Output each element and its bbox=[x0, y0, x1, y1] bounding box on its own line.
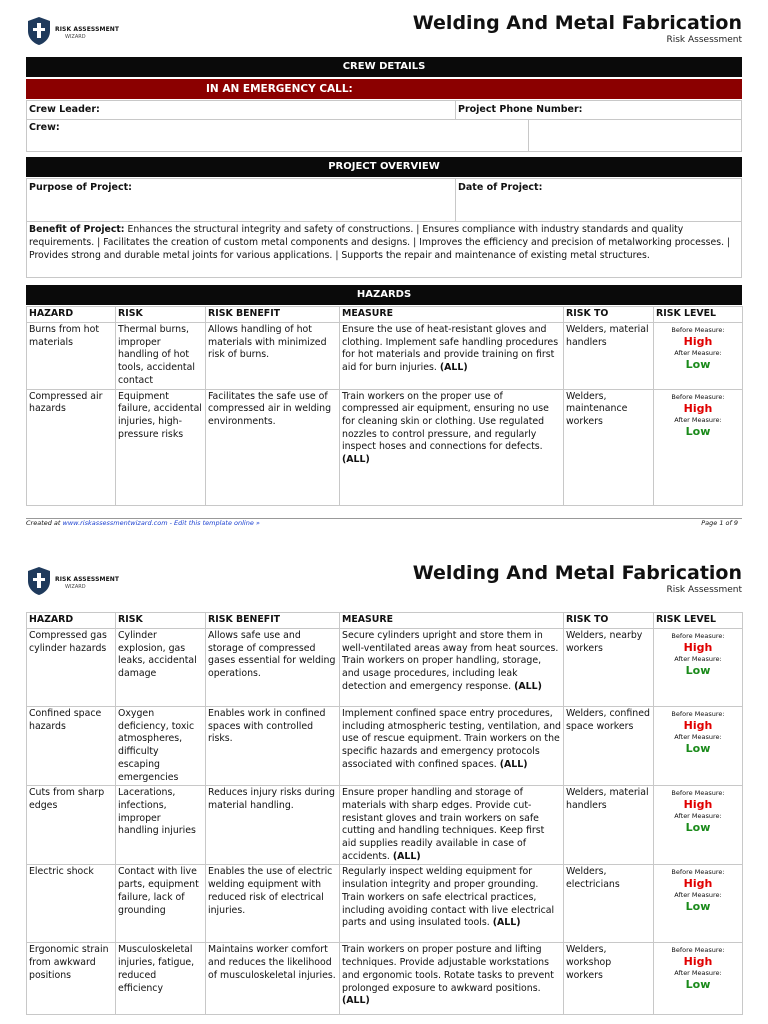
document-subtitle: Risk Assessment bbox=[666, 35, 742, 45]
risk-level-cell bbox=[654, 389, 743, 505]
purpose-label: Purpose of Project: bbox=[29, 182, 132, 193]
hazard-cell: Cuts from sharp edges bbox=[27, 786, 116, 865]
risk-cell: Cylinder explosion, gas leaks, accidental damage bbox=[116, 629, 206, 707]
hazard-cell: Burns from hot materials bbox=[27, 323, 116, 390]
benefit-cell: Enables work in confined spaces with controlled risks. bbox=[206, 707, 340, 786]
after-measure-label: After Measure: bbox=[674, 415, 722, 424]
risk-to-cell: Welders, nearby workers bbox=[564, 629, 654, 707]
col-risk-benefit: RISK BENEFIT bbox=[206, 613, 340, 629]
risk-cell: Equipment failure, accidental injuries, high-pressure risks bbox=[116, 389, 206, 505]
measure-text: Secure cylinders upright and store them in well-ventilated areas away from heat sources. Train workers on proper handling, storage, and usage procedures, including leak detection and emergency response. bbox=[342, 630, 559, 692]
col-risk: RISK bbox=[116, 307, 206, 323]
before-level: High bbox=[683, 335, 713, 348]
after-measure-label: After Measure: bbox=[674, 812, 722, 821]
page-number: Page 1 of 9 bbox=[701, 519, 738, 527]
hazard-cell: Confined space hazards bbox=[27, 707, 116, 786]
project-overview-header: PROJECT OVERVIEW bbox=[26, 157, 742, 177]
benefit-of-project bbox=[29, 224, 739, 262]
col-risk-benefit: RISK BENEFIT bbox=[206, 307, 340, 323]
risk-cell: Musculoskeletal injuries, fatigue, reduced efficiency bbox=[116, 943, 206, 1015]
after-level: Low bbox=[685, 742, 711, 755]
measure-cell bbox=[340, 865, 564, 943]
measure-tag: (ALL) bbox=[514, 680, 542, 692]
measure-cell bbox=[340, 943, 564, 1015]
company-logo bbox=[27, 16, 120, 48]
table-row bbox=[27, 629, 743, 707]
before-measure-label: Before Measure: bbox=[671, 632, 725, 640]
before-measure-label: Before Measure: bbox=[671, 326, 725, 334]
measure-cell bbox=[340, 707, 564, 786]
measure-tag: (ALL) bbox=[342, 454, 370, 466]
benefit-cell: Allows handling of hot materials with minimized risk of burns. bbox=[206, 323, 340, 390]
risk-level-cell bbox=[654, 629, 743, 707]
measure-cell bbox=[340, 323, 564, 390]
shield-logo-icon bbox=[27, 566, 51, 596]
after-level: Low bbox=[685, 424, 711, 438]
table-row bbox=[27, 389, 743, 505]
hazard-cell: Ergonomic strain from awkward positions bbox=[27, 943, 116, 1015]
hazard-cell: Electric shock bbox=[27, 865, 116, 943]
logo-text: RISK ASSESSMENT bbox=[55, 26, 120, 33]
before-level: High bbox=[683, 877, 713, 891]
measure-cell bbox=[340, 629, 564, 707]
risk-cell: Thermal burns, improper handling of hot tools, accidental contact bbox=[116, 323, 206, 390]
measure-text: Ensure proper handling and storage of materials with sharp edges. Provide cut-resistant gloves and train workers on safe cutting and handling techniques. Keep first aid supplies readily available in case of accidents. bbox=[342, 787, 545, 862]
table-row bbox=[27, 943, 743, 1015]
after-level: Low bbox=[685, 358, 711, 371]
project-phone-label: Project Phone Number: bbox=[458, 104, 583, 115]
before-measure-label: Before Measure: bbox=[671, 789, 725, 798]
after-level: Low bbox=[685, 664, 711, 677]
hazards-table-page1 bbox=[26, 306, 743, 506]
measure-tag: (ALL) bbox=[439, 362, 468, 374]
before-level: High bbox=[683, 641, 713, 654]
logo-subtext: WIZARD bbox=[65, 584, 86, 590]
after-level: Low bbox=[685, 821, 711, 835]
after-level: Low bbox=[685, 978, 711, 992]
after-measure-label: After Measure: bbox=[674, 349, 722, 357]
measure-text: Regularly inspect welding equipment for insulation integrity and proper grounding. Train workers on safe electrical practices, including avoiding contact with live electrical parts and using insulated tools. bbox=[342, 866, 555, 929]
before-level: High bbox=[683, 798, 713, 812]
before-measure-label: Before Measure: bbox=[671, 868, 725, 877]
measure-tag: (ALL) bbox=[492, 917, 521, 929]
document-title: Welding And Metal Fabrication bbox=[412, 562, 742, 584]
risk-level-cell bbox=[654, 865, 743, 943]
crew-leader-label: Crew Leader: bbox=[29, 104, 100, 115]
footer-created-text: Created at bbox=[26, 519, 63, 527]
after-measure-label: After Measure: bbox=[674, 891, 722, 900]
logo-text: RISK ASSESSMENT bbox=[55, 576, 120, 583]
hazard-cell: Compressed gas cylinder hazards bbox=[27, 629, 116, 707]
crew-extra-field[interactable] bbox=[528, 119, 742, 152]
document-subtitle: Risk Assessment bbox=[666, 585, 742, 595]
benefit-cell: Maintains worker comfort and reduces the likelihood of musculoskeletal injuries. bbox=[206, 943, 340, 1015]
benefit-label: Benefit of Project: bbox=[29, 224, 125, 235]
document-title: Welding And Metal Fabrication bbox=[412, 12, 742, 34]
table-row bbox=[27, 707, 743, 786]
col-measure: MEASURE bbox=[340, 613, 564, 629]
before-measure-label: Before Measure: bbox=[671, 392, 725, 401]
measure-text: Train workers on the proper use of compressed air equipment, ensuring no use for cleaning skin or clothing. Use regulated nozzles to control pressure, and regularly inspect hoses and connections for defects. bbox=[342, 390, 549, 453]
before-level: High bbox=[683, 401, 713, 415]
risk-to-cell: Welders, material handlers bbox=[564, 323, 654, 390]
measure-tag: (ALL) bbox=[342, 995, 370, 1007]
after-measure-label: After Measure: bbox=[674, 733, 722, 741]
benefit-cell: Allows safe use and storage of compressed gases essential for welding operations. bbox=[206, 629, 340, 707]
crew-field[interactable] bbox=[26, 119, 529, 152]
benefit-text: Enhances the structural integrity and safety of constructions. | Ensures compliance with industry standards and quality requirements. | Facilitates the creation of custom metal components and designs. | Improves the efficiency and precision of metalworking processes. | Provides strong and durable metal joints for various applications. | Supports the repair and maintenance of existing metal structures. bbox=[29, 224, 731, 261]
measure-tag: (ALL) bbox=[499, 758, 528, 770]
col-hazard: HAZARD bbox=[27, 613, 116, 629]
risk-level-cell bbox=[654, 943, 743, 1015]
risk-to-cell: Welders, confined space workers bbox=[564, 707, 654, 786]
company-logo bbox=[27, 566, 120, 598]
measure-text: Implement confined space entry procedures, including atmospheric testing, ventilation, and use of rescue equipment. Train workers on the specific hazards and emergency protocols associated with confined spaces. bbox=[342, 708, 562, 770]
benefit-cell: Facilitates the safe use of compressed air in welding environments. bbox=[206, 389, 340, 505]
crew-details-header: CREW DETAILS bbox=[26, 57, 742, 77]
col-risk-to: RISK TO bbox=[564, 613, 654, 629]
measure-text: Train workers on proper posture and lifting techniques. Provide adjustable workstations and ergonomic tools. Rotate tasks to prevent prolonged exposure to awkward positions. bbox=[342, 944, 554, 994]
col-measure: MEASURE bbox=[340, 307, 564, 323]
emergency-call-label: IN AN EMERGENCY CALL: bbox=[206, 83, 353, 95]
risk-cell: Lacerations, infections, improper handling injuries bbox=[116, 786, 206, 865]
measure-cell bbox=[340, 389, 564, 505]
risk-cell: Oxygen deficiency, toxic atmospheres, difficulty escaping emergencies bbox=[116, 707, 206, 786]
emergency-call-bar bbox=[26, 79, 742, 99]
col-risk: RISK bbox=[116, 613, 206, 629]
table-row bbox=[27, 865, 743, 943]
risk-to-cell: Welders, electricians bbox=[564, 865, 654, 943]
risk-level-cell bbox=[654, 323, 743, 390]
measure-tag: (ALL) bbox=[392, 850, 421, 862]
shield-logo-icon bbox=[27, 16, 51, 46]
hazards-header: HAZARDS bbox=[26, 285, 742, 305]
risk-level-cell bbox=[654, 707, 743, 786]
col-risk-level: RISK LEVEL bbox=[654, 613, 743, 629]
col-risk-to: RISK TO bbox=[564, 307, 654, 323]
benefit-cell: Enables the use of electric welding equipment with reduced risk of electrical injuries. bbox=[206, 865, 340, 943]
before-level: High bbox=[683, 955, 713, 969]
after-level: Low bbox=[685, 900, 711, 914]
site-link[interactable]: www.riskassessmentwizard.com bbox=[62, 519, 168, 527]
table-row bbox=[27, 786, 743, 865]
edit-template-link[interactable]: - Edit this template online » bbox=[167, 519, 260, 527]
hazards-table-page2 bbox=[26, 612, 743, 1015]
before-measure-label: Before Measure: bbox=[671, 710, 725, 718]
risk-to-cell: Welders, workshop workers bbox=[564, 943, 654, 1015]
before-level: High bbox=[683, 719, 713, 732]
risk-level-cell bbox=[654, 786, 743, 865]
measure-cell bbox=[340, 786, 564, 865]
risk-to-cell: Welders, maintenance workers bbox=[564, 389, 654, 505]
col-risk-level: RISK LEVEL bbox=[654, 307, 743, 323]
page-2 bbox=[0, 550, 768, 1024]
after-measure-label: After Measure: bbox=[674, 655, 722, 663]
hazard-cell: Compressed air hazards bbox=[27, 389, 116, 505]
risk-to-cell: Welders, material handlers bbox=[564, 786, 654, 865]
risk-cell: Contact with live parts, equipment failure, lack of grounding bbox=[116, 865, 206, 943]
measure-text: Ensure the use of heat-resistant gloves and clothing. Implement safe handling procedures for hot materials and provide training on first aid for burn injuries. bbox=[342, 324, 559, 374]
logo-subtext: WIZARD bbox=[65, 34, 86, 40]
before-measure-label: Before Measure: bbox=[671, 946, 725, 955]
crew-label: Crew: bbox=[29, 122, 60, 133]
footer-credit bbox=[26, 519, 260, 527]
date-label: Date of Project: bbox=[458, 182, 543, 193]
benefit-cell: Reduces injury risks during material handling. bbox=[206, 786, 340, 865]
after-measure-label: After Measure: bbox=[674, 969, 722, 978]
table-row bbox=[27, 323, 743, 390]
col-hazard: HAZARD bbox=[27, 307, 116, 323]
